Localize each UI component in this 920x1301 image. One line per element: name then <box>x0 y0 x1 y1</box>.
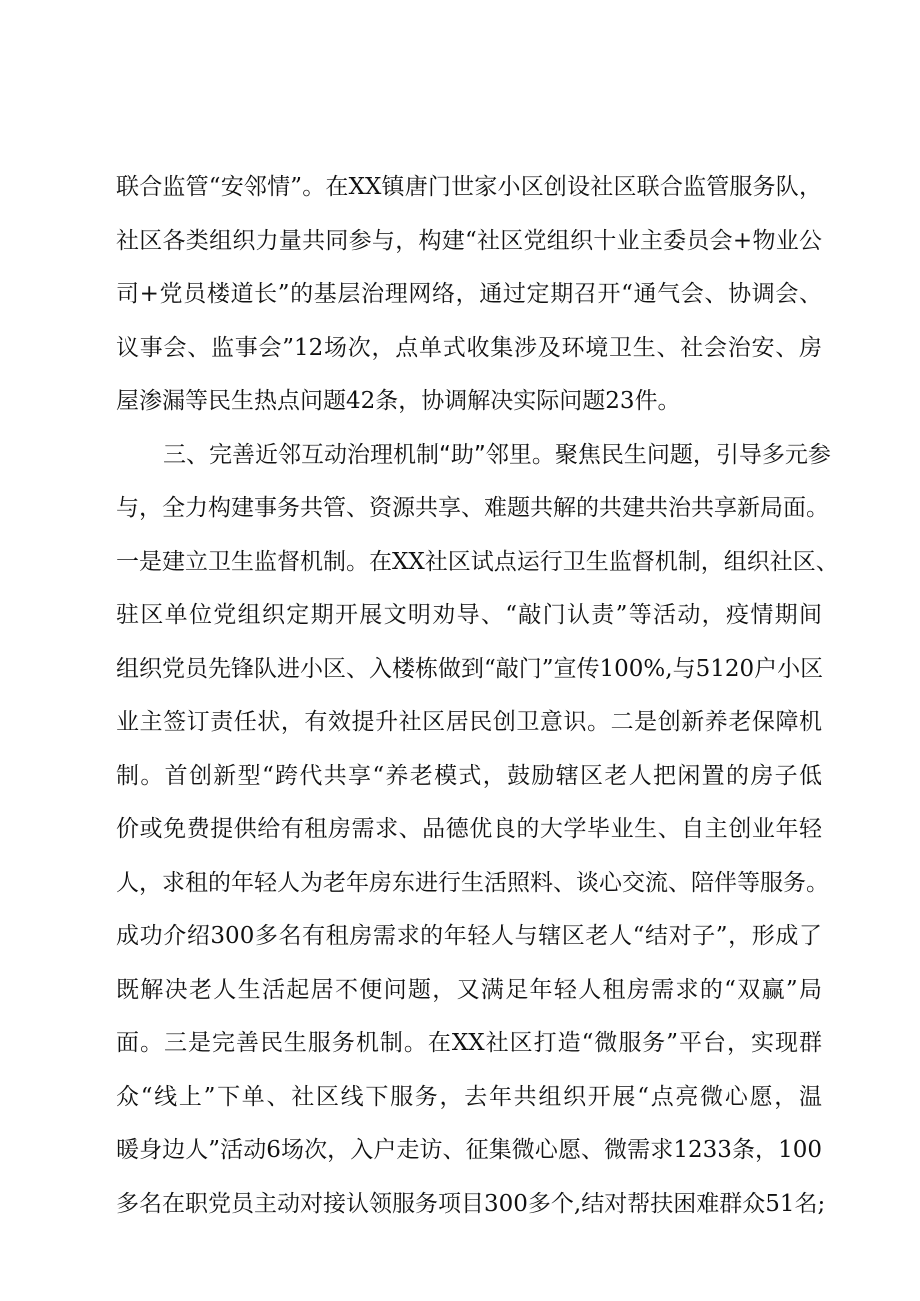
text-line: 司+党员楼道长”的基层治理网络，通过定期召开“通气会、协调会、 <box>116 281 822 307</box>
text-line: 联合监管“安邻情”。在XX镇唐门世家小区创设社区联合监管服务队， <box>116 174 822 200</box>
section-heading-continuation: 聚焦民生问题，引导多元参 <box>554 441 831 468</box>
text-line: 社区各类组织力量共同参与，构建“社区党组织十业主委员会+物业公 <box>116 227 822 254</box>
text-line: 多名在职党员主动对接认领服务项目300多个,结对帮扶困难群众51名; <box>116 1190 826 1217</box>
section-heading: 三、完善近邻互动治理机制“助”邻里。 <box>163 441 555 468</box>
text-line: 与，全力构建事务共管、资源共享、难题共解的共建共治共享新局面。 <box>116 495 829 521</box>
paragraph-joint-supervision <box>116 161 822 429</box>
text-line: 成功介绍300多名有租房需求的年轻人与辖区老人“结对子”，形成了 <box>116 923 822 949</box>
text-line: 一是建立卫生监督机制。在XX社区试点运行卫生监督机制，组织社区、 <box>116 548 839 575</box>
text-line: 既解决老人生活起居不便问题，又满足年轻人租房需求的“双赢”局 <box>116 976 822 1003</box>
text-line: 议事会、监事会”12场次，点单式收集涉及环境卫生、社会治安、房 <box>116 334 822 361</box>
text-line: 面。三是完善民生服务机制。在XX社区打造“微服务”平台，实现群 <box>116 1030 822 1056</box>
section-first-line <box>116 429 831 483</box>
text-line: 众“线上”下单、社区线下服务，去年共组织开展“点亮微心愿，温 <box>116 1083 822 1110</box>
text-line: 暖身边人”活动6场次，入户走访、征集微心愿、微需求1233条，100 <box>116 1137 822 1163</box>
text-line: 业主签订责任状，有效提升社区居民创卫意识。二是创新养老保障机 <box>116 709 822 735</box>
paragraph-section-three <box>116 429 839 1232</box>
text-line: 制。首创新型“跨代共享“养老模式，鼓励辖区老人把闲置的房子低 <box>116 762 822 789</box>
text-line: 价或免费提供给有租房需求、品德优良的大学毕业生、自主创业年轻 <box>116 816 822 842</box>
text-line: 组织党员先锋队进小区、入楼栋做到“敲门”宣传100%,与5120户小区 <box>116 655 824 682</box>
text-line: 驻区单位党组织定期开展文明劝导、“敲门认责”等活动，疫情期间 <box>116 602 822 628</box>
document-body <box>116 161 839 1231</box>
text-line: 人，求租的年轻人为老年房东进行生活照料、谈心交流、陪伴等服务。 <box>116 869 829 896</box>
text-line: 屋渗漏等民生热点问题42条，协调解决实际问题23件。 <box>116 388 681 414</box>
